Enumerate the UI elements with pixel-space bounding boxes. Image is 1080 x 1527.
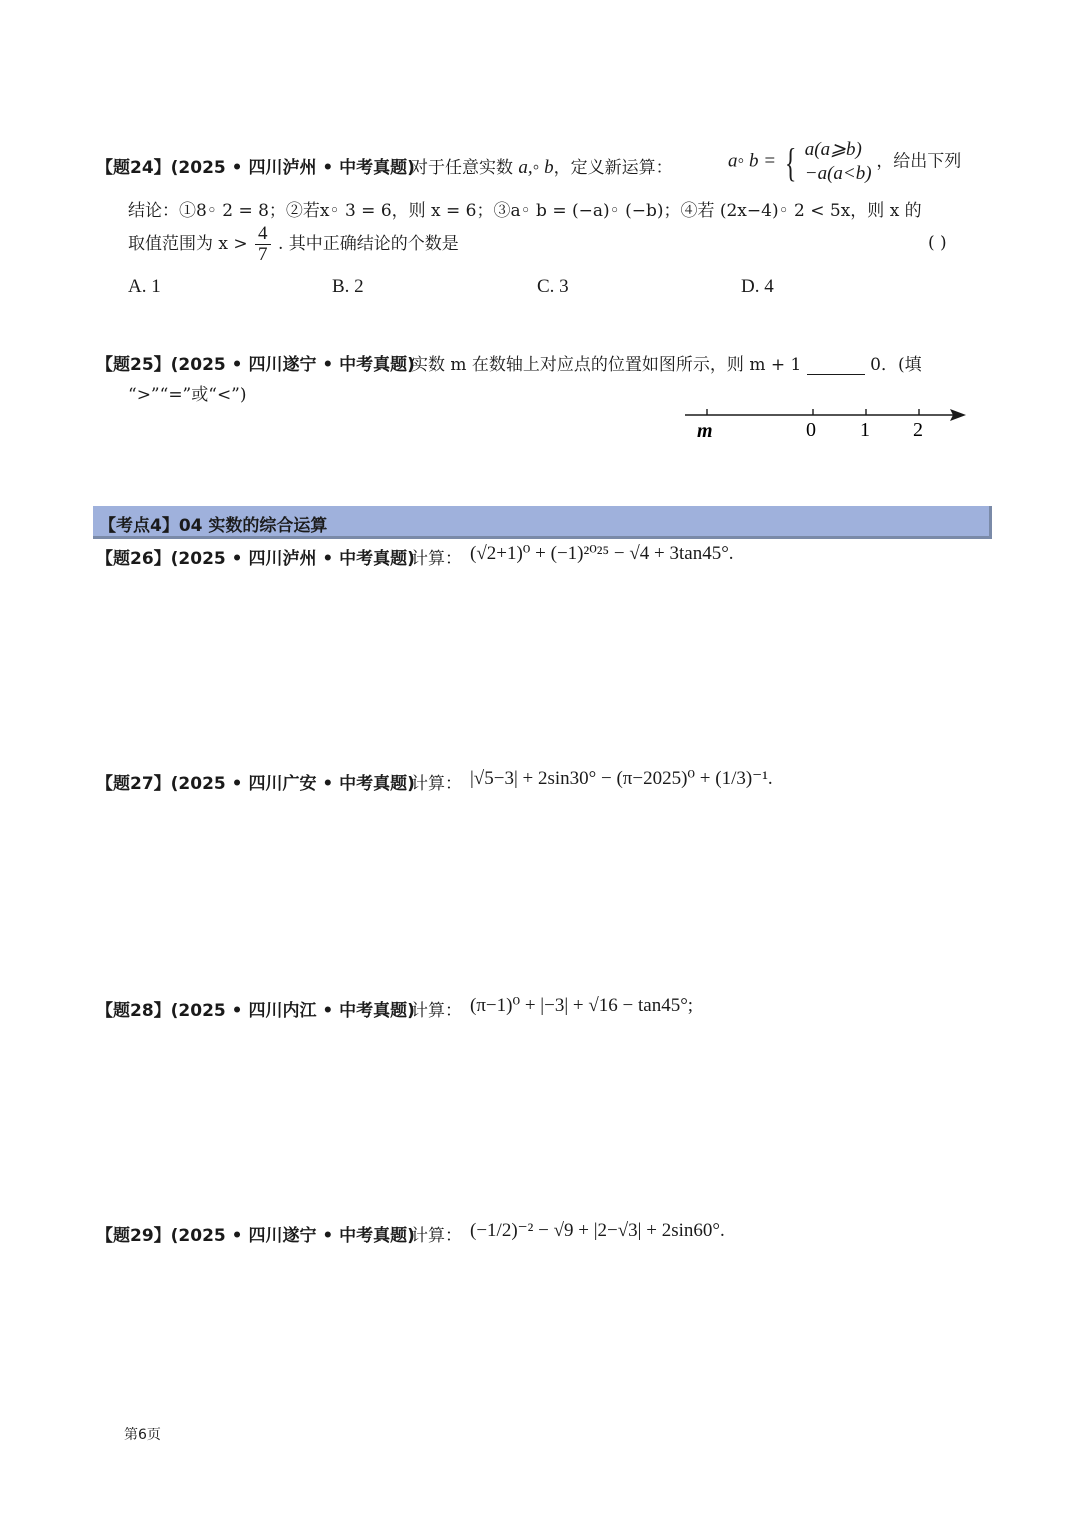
left-brace-icon: { [784, 139, 797, 185]
q24-after: ，给出下列 [876, 151, 962, 172]
q24-option-b: B. 2 [332, 276, 364, 297]
q24-intro-text: 对于任意实数 [411, 158, 513, 178]
axis-label-0: 0 [806, 419, 816, 441]
q24-definition [728, 138, 961, 186]
q28-expression: (π−1)⁰ + |−3| + √16 − tan45°; [470, 995, 694, 1016]
q26-prompt: 计算： [411, 549, 462, 569]
q24-fraction [255, 224, 271, 265]
section-banner [93, 506, 992, 539]
q29-expression: (−1/2)⁻² − √9 + |2−√3| + 2sin60°. [470, 1220, 725, 1241]
q24-option-c: C. 3 [537, 276, 569, 297]
q24-line3a: 取值范围为 x > [128, 234, 248, 254]
q24-line3b: . 其中正确结论的个数是 [277, 234, 459, 254]
q25-text [411, 350, 922, 375]
q24-ab: a,◦ b [518, 157, 554, 178]
q24-define: ，定义新运算： [553, 158, 673, 178]
axis-label-m: m [697, 420, 713, 442]
q24-case1: a(a⩾b) [804, 139, 862, 160]
q25-tag: 【题25】(2025 • 四川遂宁 • 中考真题) [96, 355, 415, 375]
q27-expression: |√5−3| + 2sin30° − (π−2025)⁰ + (1/3)⁻¹. [470, 768, 773, 789]
axis-label-2: 2 [913, 419, 923, 441]
q24-intro [411, 153, 673, 179]
number-line [680, 400, 980, 448]
q24-frac-num: 4 [255, 224, 271, 245]
q25-text-a: 实数 m 在数轴上对应点的位置如图所示，则 m + 1 [411, 355, 802, 375]
q24-tag: 【题24】(2025 • 四川泸州 • 中考真题) [96, 158, 415, 178]
q27-tag: 【题27】(2025 • 四川广安 • 中考真题) [96, 774, 415, 794]
q25-line2: “>”“=”或“<”) [128, 385, 247, 405]
page-number: 第6页 [124, 1427, 161, 1443]
q28-tag: 【题28】(2025 • 四川内江 • 中考真题) [96, 1001, 415, 1021]
q29-tag: 【题29】(2025 • 四川遂宁 • 中考真题) [96, 1226, 415, 1246]
q24-line3 [128, 224, 459, 265]
q24-cases [805, 138, 872, 186]
q24-op: a◦ b = [728, 150, 777, 172]
q24-frac-den: 7 [258, 244, 268, 265]
q24-answer-paren: ( ) [928, 233, 947, 253]
q27-prompt: 计算： [411, 774, 462, 794]
answer-blank [807, 356, 865, 375]
q24-case2: −a(a<b) [804, 163, 872, 184]
section-label: 【考点4】04 实数的综合运算 [99, 516, 328, 536]
q29-prompt: 计算： [411, 1226, 462, 1246]
q28-prompt: 计算： [411, 1001, 462, 1021]
q25-text-b: 0．(填 [870, 355, 922, 375]
axis-label-1: 1 [860, 419, 870, 441]
q26-expression: (√2+1)⁰ + (−1)²⁰²⁵ − √4 + 3tan45°. [470, 543, 734, 564]
q24-option-d: D. 4 [741, 276, 774, 297]
q24-line2: 结论：①8◦ 2 = 8；②若x◦ 3 = 6，则 x = 6；③a◦ b = (−a)◦ (−b)；④若 (2x−4)◦ 2 < 5x，则 x 的 [128, 201, 922, 221]
q24-option-a: A. 1 [128, 276, 161, 297]
q26-tag: 【题26】(2025 • 四川泸州 • 中考真题) [96, 549, 415, 569]
